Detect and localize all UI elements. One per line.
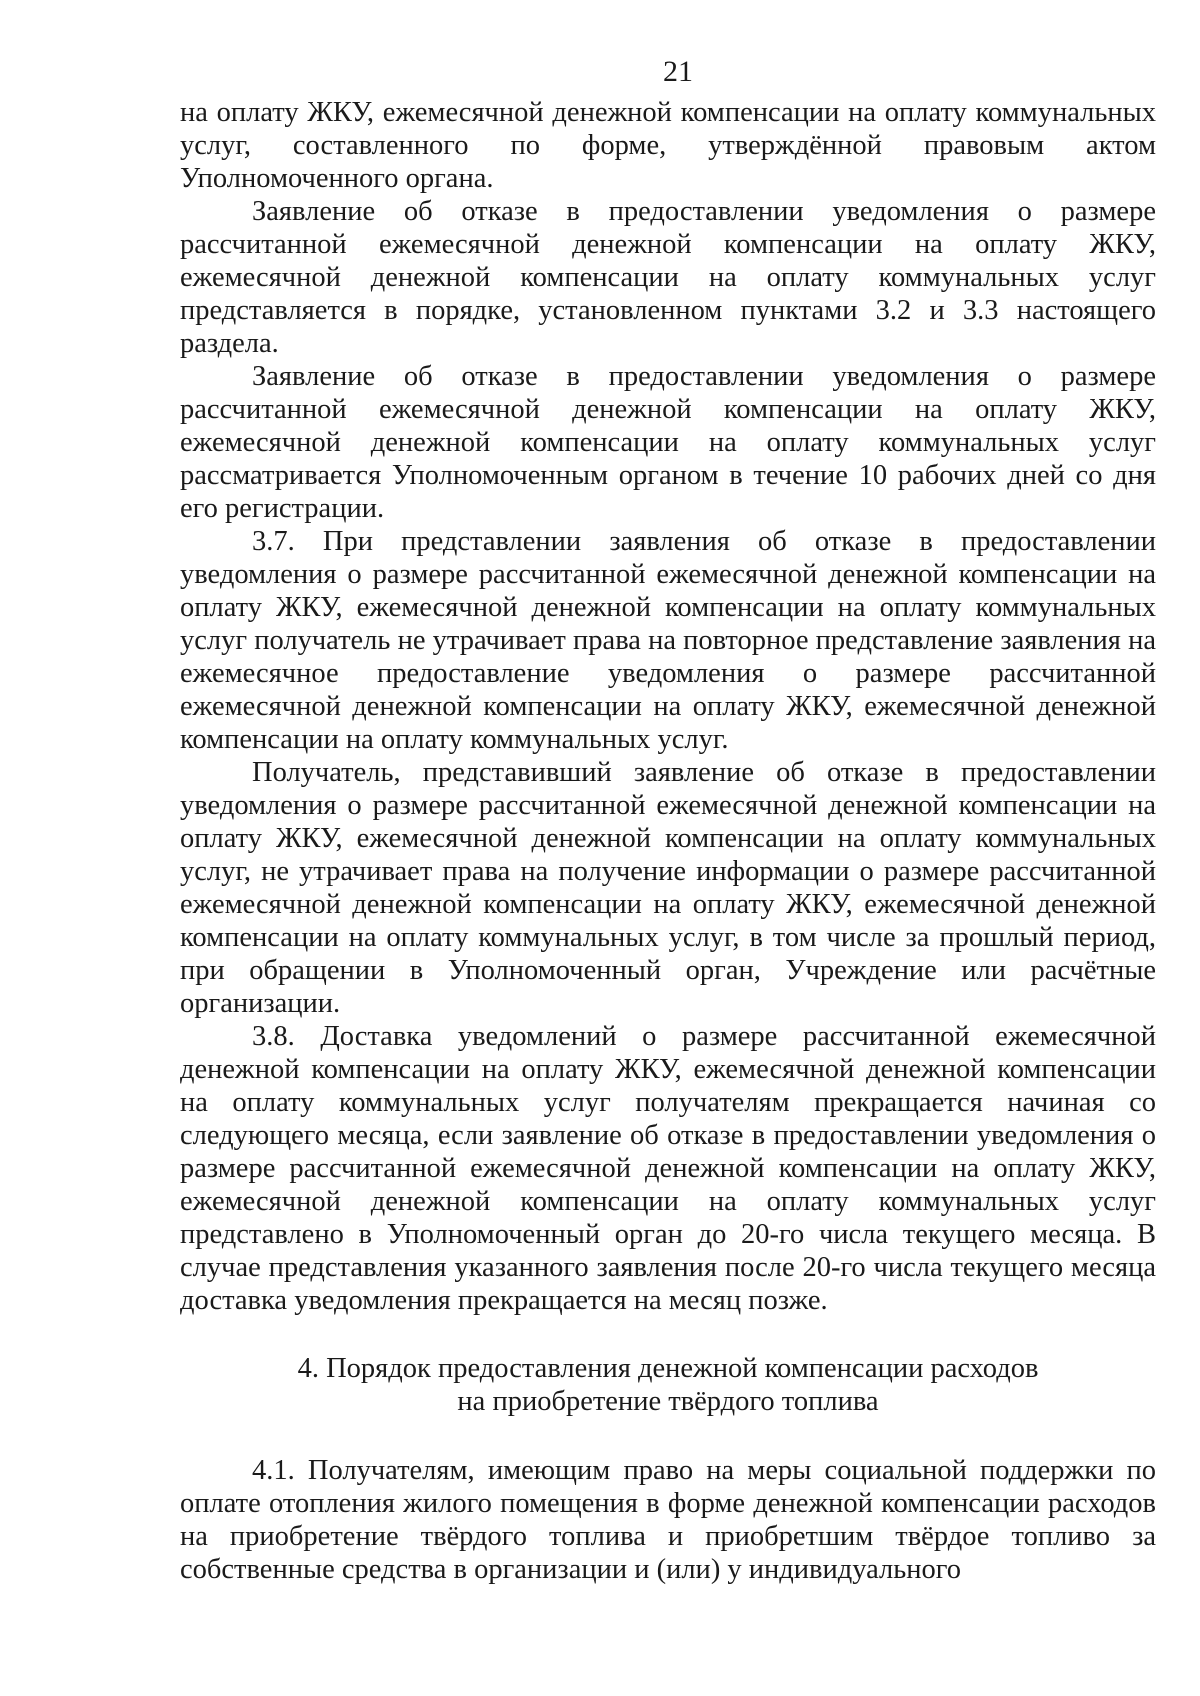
section-heading-line-2: на приобретение твёрдого топлива (457, 1386, 879, 1417)
page-number: 21 (663, 55, 693, 88)
paragraph-4-1: 4.1. Получателям, имеющим право на меры социальной поддержки по оплате отопления жилого помещения в форме денежной компенсации расходов на приобретение твёрдого топлива и приобретшим твёрдое топливо за собственные средства в организации и (или) у индивидуального (180, 1455, 1156, 1585)
section-heading-line-1: 4. Порядок предоставления денежной компенсации расходов (297, 1353, 1039, 1384)
paragraph-3-7: 3.7. При представлении заявления об отказе в предоставлении уведомления о размере рассчитанной ежемесячной денежной компенсации на оплату ЖКУ, ежемесячной денежной компенсации на оплату коммунальных услуг получатель не утрачивает права на повторное представление заявления на ежемесячное предоставление уведомления о размере рассчитанной ежемесячной денежной компенсации на оплату ЖКУ, ежемесячной денежной компенсации на оплату коммунальных услуг. (180, 526, 1156, 755)
paragraph: Заявление об отказе в предоставлении уведомления о размере рассчитанной ежемесячной денежной компенсации на оплату ЖКУ, ежемесячной денежной компенсации на оплату коммунальных услуг рассматривается Уполномоченным органом в течение 10 рабочих дней со дня его регистрации. (180, 361, 1156, 524)
paragraph-3-8: 3.8. Доставка уведомлений о размере рассчитанной ежемесячной денежной компенсации на оплату ЖКУ, ежемесячной денежной компенсации на оплату коммунальных услуг получателям прекращается начиная со следующего месяца, если заявление об отказе в предоставлении уведомления о размере рассчитанной ежемесячной денежной компенсации на оплату ЖКУ, ежемесячной денежной компенсации на оплату коммунальных услуг представлено в Уполномоченный орган до 20-го числа текущего месяца. В случае представления указанного заявления после 20-го числа текущего месяца доставка уведомления прекращается на месяц позже. (180, 1021, 1156, 1316)
paragraph-continuation: на оплату ЖКУ, ежемесячной денежной компенсации на оплату коммунальных услуг, составленного по форме, утверждённой правовым актом Уполномоченного органа. (180, 97, 1156, 194)
paragraph: Заявление об отказе в предоставлении уведомления о размере рассчитанной ежемесячной денежной компенсации на оплату ЖКУ, ежемесячной денежной компенсации на оплату коммунальных услуг представляется в порядке, установленном пунктами 3.2 и 3.3 настоящего раздела. (180, 196, 1156, 359)
section-heading (180, 1352, 1156, 1418)
paragraph: Получатель, представивший заявление об отказе в предоставлении уведомления о размере рассчитанной ежемесячной денежной компенсации на оплату ЖКУ, ежемесячной денежной компенсации на оплату коммунальных услуг, не утрачивает права на получение информации о размере рассчитанной ежемесячной денежной компенсации на оплату ЖКУ, ежемесячной денежной компенсации на оплату коммунальных услуг, в том числе за прошлый период, при обращении в Уполномоченный орган, Учреждение или расчётные организации. (180, 757, 1156, 1019)
document-body (180, 96, 1156, 1586)
